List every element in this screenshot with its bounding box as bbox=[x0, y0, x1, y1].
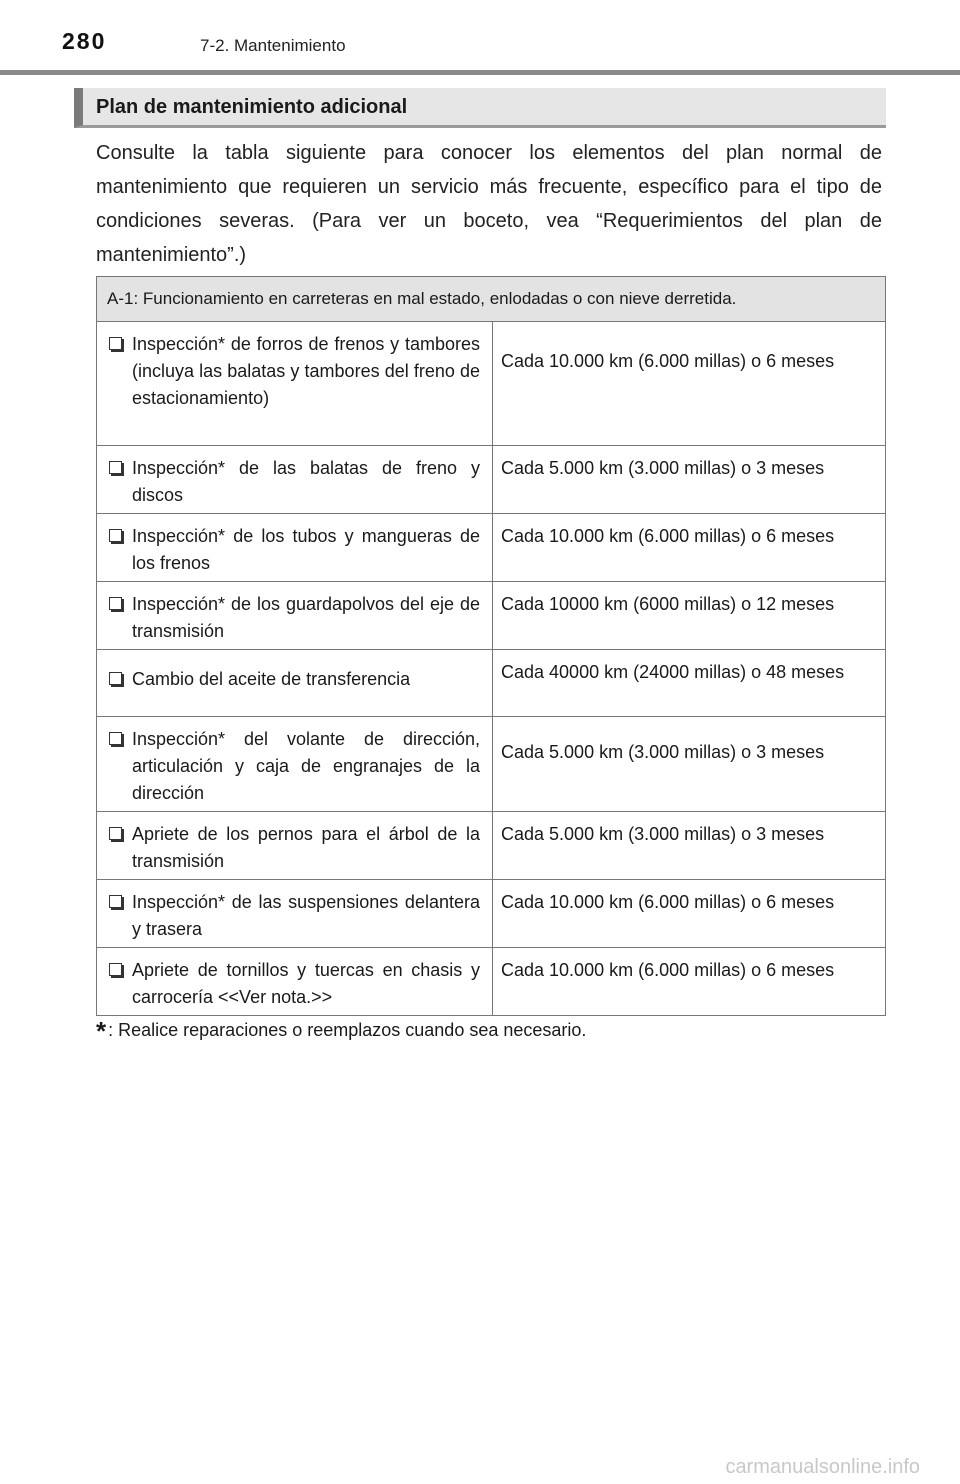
interval-cell: Cada 5.000 km (3.000 millas) o 3 meses bbox=[501, 458, 825, 478]
item-text: Apriete de tornillos y tuercas en chasis y carrocería <<Ver nota.>> bbox=[132, 960, 480, 1007]
checkbox-icon bbox=[109, 672, 122, 685]
table-row bbox=[97, 650, 885, 717]
checkbox-icon bbox=[109, 963, 122, 976]
checkbox-icon bbox=[109, 529, 122, 542]
item-cell bbox=[97, 446, 493, 513]
checkbox-icon bbox=[109, 597, 122, 610]
table-row bbox=[97, 322, 885, 446]
table-row bbox=[97, 514, 885, 582]
item-text: Cambio del aceite de transferencia bbox=[132, 669, 411, 689]
checkbox-icon bbox=[109, 827, 122, 840]
table-row bbox=[97, 948, 885, 1016]
interval-cell: Cada 10.000 km (6.000 millas) o 6 meses bbox=[501, 892, 835, 912]
section-title: Plan de mantenimiento adicional bbox=[96, 96, 408, 118]
item-text: Inspección* de las suspensiones delantera y trasera bbox=[132, 892, 480, 939]
maintenance-table bbox=[96, 276, 886, 1016]
interval-cell: Cada 10000 km (6000 millas) o 12 meses bbox=[501, 594, 835, 614]
page-number: 280 bbox=[62, 28, 107, 54]
checkbox-icon bbox=[109, 732, 122, 745]
footnote bbox=[96, 1016, 586, 1047]
item-cell bbox=[97, 514, 493, 581]
table-row bbox=[97, 446, 885, 514]
table-row bbox=[97, 880, 885, 948]
interval-cell: Cada 40000 km (24000 millas) o 48 meses bbox=[501, 662, 845, 682]
interval-cell: Cada 5.000 km (3.000 millas) o 3 meses bbox=[501, 824, 825, 844]
item-text: Apriete de los pernos para el árbol de la transmisión bbox=[132, 824, 480, 871]
footnote-text: : Realice reparaciones o reemplazos cuando sea necesario. bbox=[108, 1020, 587, 1040]
item-text: Inspección* de forros de frenos y tambores (incluya las balatas y tambores del freno de estacionamiento) bbox=[132, 334, 480, 408]
item-text: Inspección* de los guardapolvos del eje de transmisión bbox=[132, 594, 480, 641]
intro-paragraph: Consulte la tabla siguiente para conocer los elementos del plan normal de mantenimiento que requieren un servicio más frecuente, específico para el tipo de condiciones severas. (Para ver un boceto, vea “Requerimientos del plan de mantenimiento”.) bbox=[96, 142, 882, 266]
section-heading-bar bbox=[74, 88, 886, 128]
item-cell bbox=[97, 582, 493, 649]
table-heading: A-1: Funcionamiento en carreteras en mal estado, enlodadas o con nieve derretida. bbox=[97, 277, 885, 322]
interval-cell: Cada 10.000 km (6.000 millas) o 6 meses bbox=[501, 526, 835, 546]
page-header bbox=[0, 0, 960, 78]
item-cell bbox=[97, 717, 493, 811]
item-text: Inspección* de las balatas de freno y discos bbox=[132, 458, 480, 505]
item-cell bbox=[97, 880, 493, 947]
item-text: Inspección* de los tubos y mangueras de los frenos bbox=[132, 526, 480, 573]
footnote-marker: * bbox=[96, 1016, 107, 1046]
table-row bbox=[97, 812, 885, 880]
item-cell bbox=[97, 650, 493, 716]
watermark: carmanualsonline.info bbox=[725, 1456, 920, 1478]
checkbox-icon bbox=[109, 337, 122, 350]
item-text: Inspección* del volante de dirección, articulación y caja de engranajes de la dirección bbox=[132, 729, 480, 803]
header-divider bbox=[0, 70, 960, 75]
item-cell bbox=[97, 322, 493, 445]
item-cell bbox=[97, 812, 493, 879]
interval-cell: Cada 10.000 km (6.000 millas) o 6 meses bbox=[501, 960, 835, 980]
chapter-title: 7-2. Mantenimiento bbox=[200, 36, 346, 55]
table-row bbox=[97, 717, 885, 812]
checkbox-icon bbox=[109, 895, 122, 908]
table-row bbox=[97, 582, 885, 650]
checkbox-icon bbox=[109, 461, 122, 474]
interval-cell: Cada 10.000 km (6.000 millas) o 6 meses bbox=[501, 351, 835, 371]
interval-cell: Cada 5.000 km (3.000 millas) o 3 meses bbox=[501, 742, 825, 762]
item-cell bbox=[97, 948, 493, 1015]
